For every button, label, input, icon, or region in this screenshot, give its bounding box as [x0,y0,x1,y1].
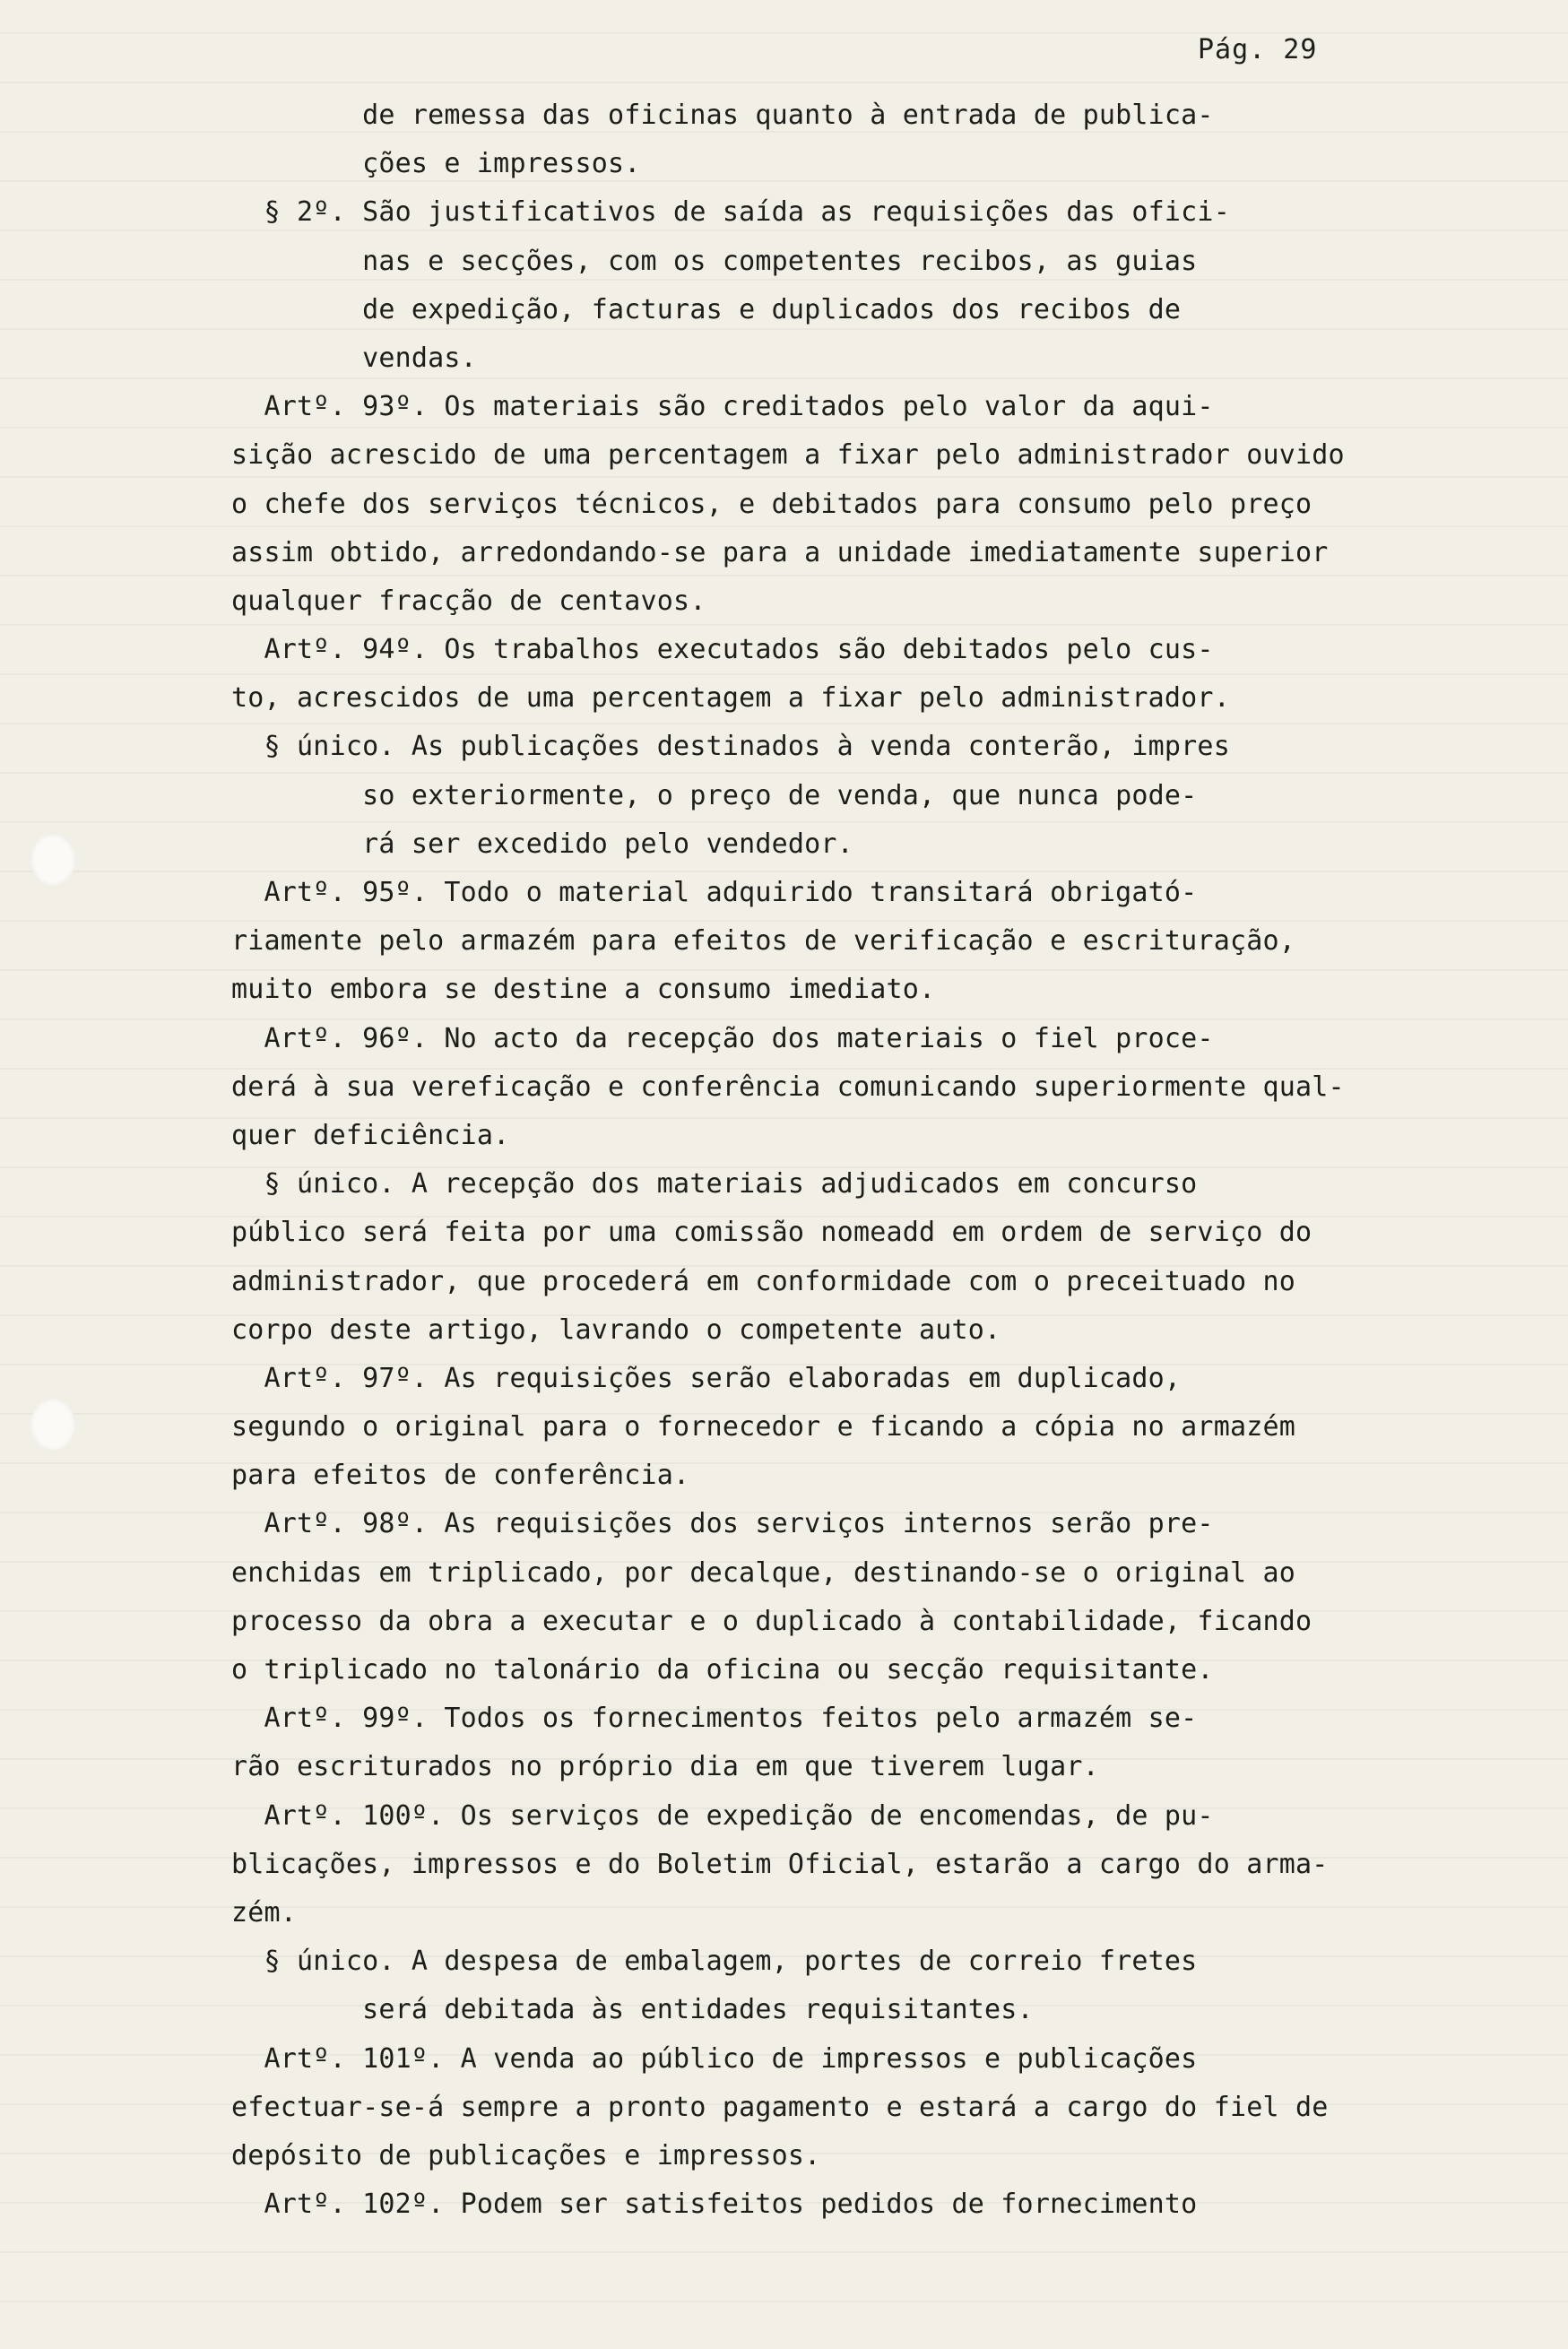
text-line: Artº. 97º. As requisições serão elaboradas em duplicado, [231,1362,1182,1394]
text-line: to, acrescidos de uma percentagem a fixar pelo administrador. [231,682,1230,715]
text-line: segundo o original para o fornecedor e ficando a cópia no armazém [231,1411,1295,1443]
text-line: riamente pelo armazém para efeitos de verificação e escrituração, [231,925,1295,958]
text-line: Artº. 98º. As requisições dos serviços internos serão pre- [231,1508,1214,1540]
text-line: corpo deste artigo, lavrando o competente auto. [231,1313,1001,1346]
text-line: § único. As publicações destinados à venda conterão, impres [231,731,1230,763]
text-line: quer deficiência. [231,1119,510,1151]
text-line: Artº. 94º. Os trabalhos executados são debitados pelo cus- [231,634,1214,666]
text-line: Artº. 101º. A venda ao público de impressos e publicações [231,2042,1198,2075]
text-line: o chefe dos serviços técnicos, e debitados para consumo pelo preço [231,488,1312,520]
text-line: rá ser excedido pelo vendedor. [231,828,853,860]
text-line: administrador, que procederá em conformidade com o preceituado no [231,1265,1295,1297]
text-line: nas e secções, com os competentes recibos, as guias [231,245,1198,277]
text-line: vendas. [231,342,477,374]
text-line: sição acrescido de uma percentagem a fixar pelo administrador ouvido [231,439,1345,472]
text-line: Artº. 96º. No acto da recepção dos materiais o fiel proce- [231,1022,1214,1054]
text-line: de remessa das oficinas quanto à entrada de publica- [231,100,1214,131]
text-line: Artº. 100º. Os serviços de expedição de encomendas, de pu- [231,1799,1214,1832]
text-line: depósito de publicações e impressos. [231,2139,821,2171]
page-number: Pág. 29 [1198,34,1318,65]
text-line: o triplicado no talonário da oficina ou secção requisitante. [231,1654,1214,1686]
punch-hole [30,1399,75,1451]
text-line: público será feita por uma comissão nomeadd em ordem de serviço do [231,1217,1312,1249]
text-line: efectuar-se-á sempre a pronto pagamento e estará a cargo do fiel de [231,2091,1329,2123]
text-line: qualquer fracção de centavos. [231,585,706,617]
text-line: § único. A despesa de embalagem, portes de correio fretes [231,1946,1198,1978]
punch-hole [30,834,75,886]
text-line: Artº. 102º. Podem ser satisfeitos pedidos de fornecimento [231,2189,1198,2221]
typewritten-body [231,91,1433,2229]
text-line: Artº. 93º. Os materiais são creditados pelo valor da aqui- [231,391,1214,423]
text-line: para efeitos de conferência. [231,1460,690,1492]
text-line: será debitada às entidades requisitantes. [231,1994,1034,2026]
text-line: derá à sua vereficação e conferência comunicando superiormente qual- [231,1070,1345,1103]
text-line: de expedição, facturas e duplicados dos recibos de [231,293,1182,325]
text-line: assim obtido, arredondando-se para a unidade imediatamente superior [231,536,1329,568]
text-line: enchidas em triplicado, por decalque, destinando-se o original ao [231,1556,1295,1589]
text-line: processo da obra a executar e o duplicado à contabilidade, ficando [231,1605,1312,1637]
text-line: so exteriormente, o preço de venda, que nunca pode- [231,779,1198,811]
text-line: ções e impressos. [231,148,641,180]
text-line: muito embora se destine a consumo imediato. [231,974,936,1006]
text-line: Artº. 95º. Todo o material adquirido transitará obrigató- [231,877,1198,908]
text-line: § único. A recepção dos materiais adjudicados em concurso [231,1168,1198,1201]
text-line: rão escriturados no próprio dia em que tiverem lugar. [231,1751,1099,1783]
text-line: § 2º. São justificativos de saída as requisições das ofici- [231,196,1230,229]
text-line: Artº. 99º. Todos os fornecimentos feitos pelo armazém se- [231,1703,1198,1735]
text-line: blicações, impressos e do Boletim Oficial, estarão a cargo do arma- [231,1848,1329,1880]
text-line: zém. [231,1896,298,1929]
